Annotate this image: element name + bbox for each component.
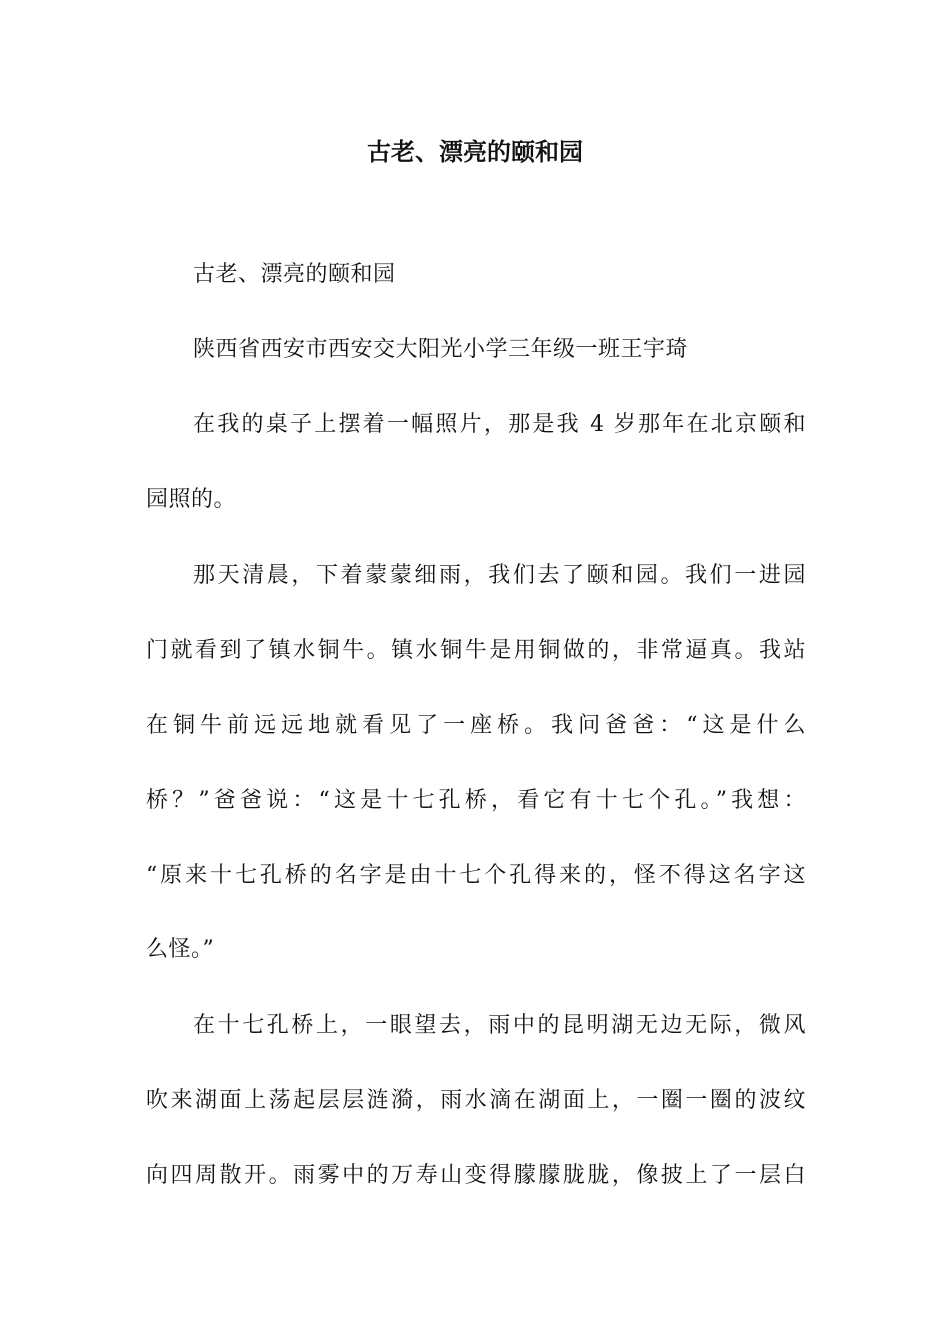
paragraph-line: 桥？”爸爸说：“这是十七孔桥，看它有十七个孔。”我想： — [146, 788, 806, 813]
paragraph-line: “原来十七孔桥的名字是由十七个孔得来的，怪不得这名字这 — [146, 863, 806, 888]
paragraph-line: 园照的。 — [146, 487, 237, 512]
author-line: 陕西省西安市西安交大阳光小学三年级一班王宇琦 — [193, 337, 689, 362]
paragraph-line: 在十七孔桥上，一眼望去，雨中的昆明湖无边无际，微风 — [193, 1013, 806, 1038]
paragraph-line: 在铜牛前远远地就看见了一座桥。我问爸爸：“这是什么 — [146, 713, 806, 738]
document-title: 古老、漂亮的颐和园 — [367, 137, 583, 166]
paragraph-line: 吹来湖面上荡起层层涟漪，雨水滴在湖面上，一圈一圈的波纹 — [146, 1088, 806, 1113]
paragraph-line: 门就看到了镇水铜牛。镇水铜牛是用铜做的，非常逼真。我站 — [146, 638, 806, 663]
paragraph-line: 向四周散开。雨雾中的万寿山变得朦朦胧胧，像披上了一层白 — [146, 1163, 806, 1188]
paragraph-line: 那天清晨，下着蒙蒙细雨，我们去了颐和园。我们一进园 — [193, 563, 806, 588]
paragraph-line: 在我的桌子上摆着一幅照片，那是我 4 岁那年在北京颐和 — [193, 412, 806, 437]
subtitle-line: 古老、漂亮的颐和园 — [193, 262, 396, 287]
paragraph-line: 么怪。” — [146, 937, 215, 962]
